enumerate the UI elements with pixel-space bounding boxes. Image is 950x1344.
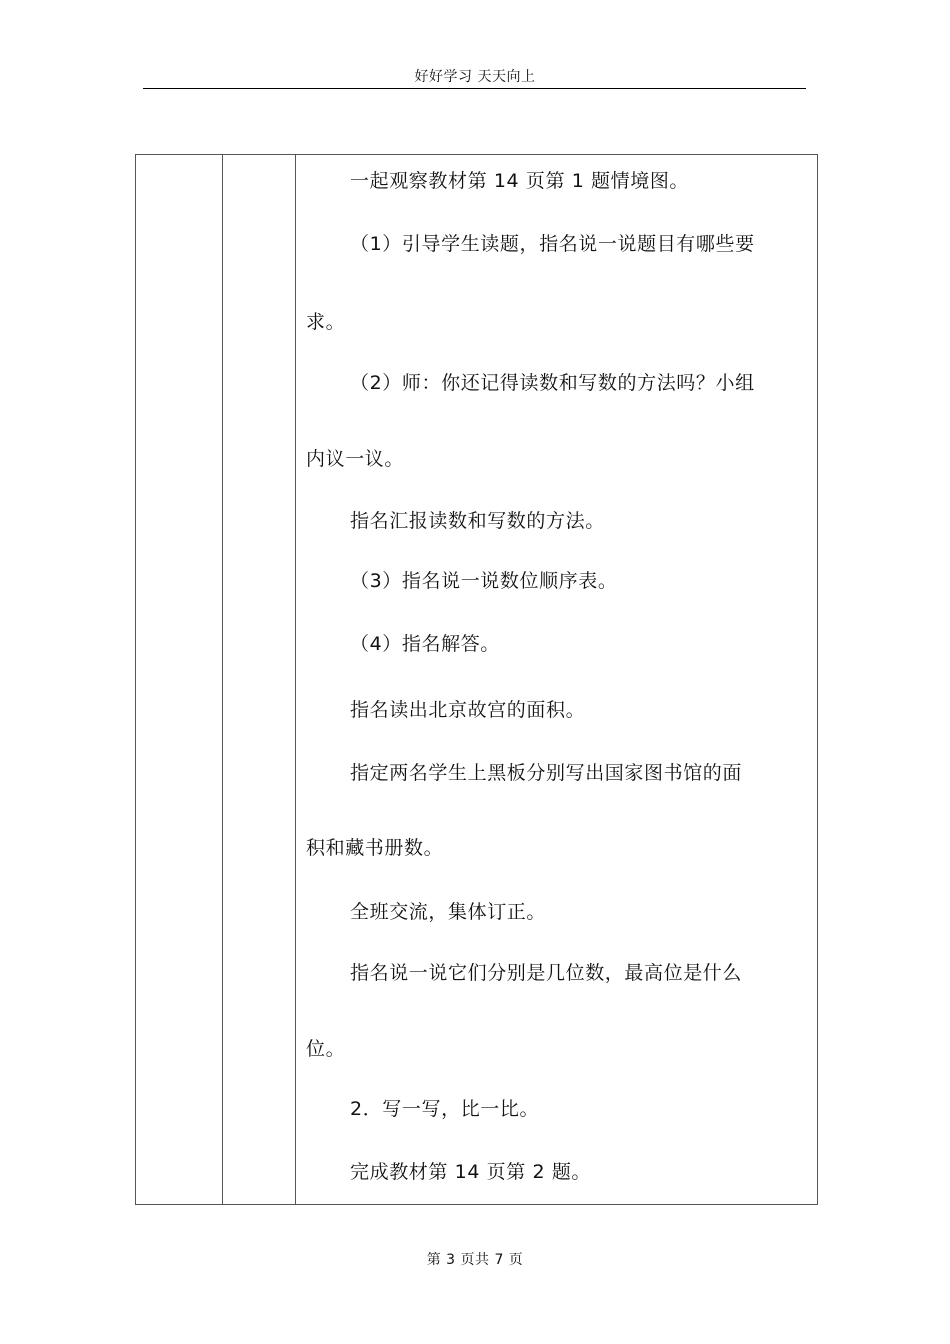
- text-line-10: 指定两名学生上黑板分别写出国家图书馆的面: [350, 762, 743, 784]
- text-line-9: 指名读出北京故宫的面积。: [350, 699, 586, 721]
- text-line-13: 指名说一说它们分别是几位数，最高位是什么: [350, 962, 743, 984]
- column-divider-1: [222, 155, 223, 1204]
- text-line-12: 全班交流，集体订正。: [350, 901, 547, 923]
- text-line-4: （2）师：你还记得读数和写数的方法吗？小组: [350, 372, 755, 394]
- text-line-3: 求。: [306, 311, 346, 333]
- text-line-5: 内议一议。: [306, 448, 405, 470]
- header-rule: [143, 88, 806, 89]
- page-header: 好好学习 天天向上: [414, 69, 536, 85]
- text-line-14: 位。: [306, 1038, 346, 1060]
- lesson-table: [135, 154, 818, 1205]
- text-line-2: （1）引导学生读题，指名说一说题目有哪些要: [350, 233, 755, 255]
- text-line-15: 2．写一写，比一比。: [350, 1098, 540, 1120]
- text-line-1: 一起观察教材第 14 页第 1 题情境图。: [350, 170, 690, 192]
- page-footer: 第 3 页共 7 页: [426, 1252, 524, 1268]
- text-line-16: 完成教材第 14 页第 2 题。: [350, 1161, 592, 1183]
- text-line-11: 积和藏书册数。: [306, 837, 444, 859]
- text-line-6: 指名汇报读数和写数的方法。: [350, 510, 605, 532]
- content-cell: [296, 155, 817, 1204]
- text-line-8: （4）指名解答。: [350, 633, 500, 655]
- text-line-7: （3）指名说一说数位顺序表。: [350, 570, 618, 592]
